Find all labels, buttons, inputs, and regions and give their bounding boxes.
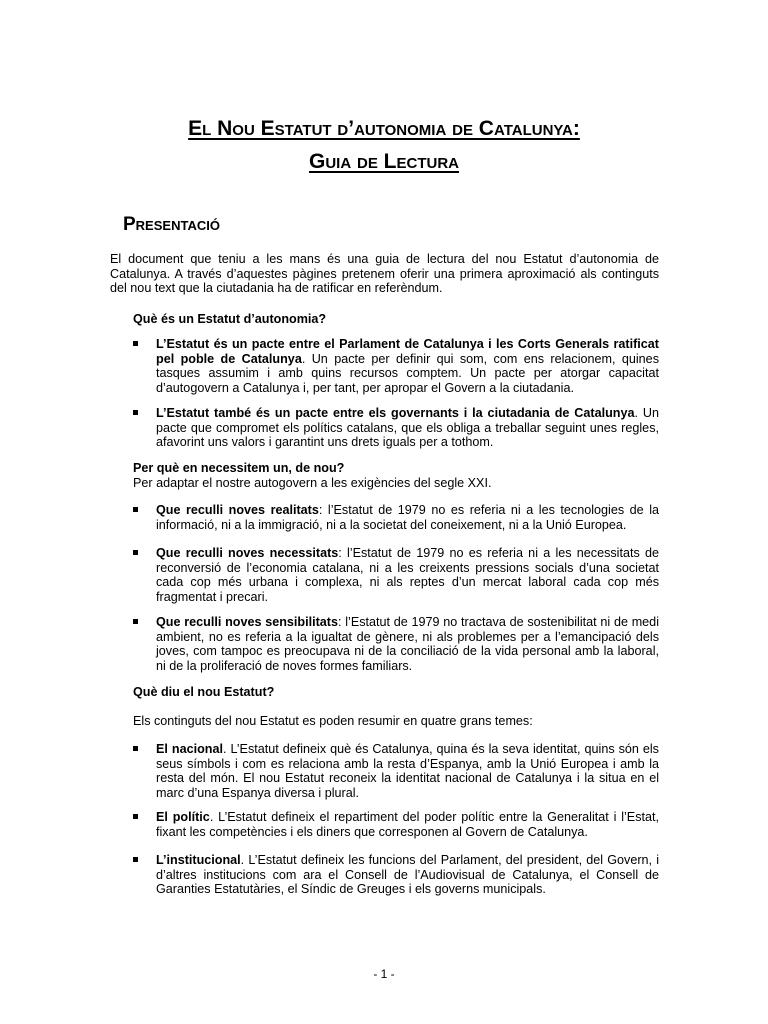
bullet-bold: El nacional: [156, 742, 223, 756]
question-answer-why-new: Per adaptar el nostre autogovern a les exigències del segle XXI.: [133, 476, 492, 490]
list-item: [133, 742, 659, 800]
list-item: [133, 853, 659, 897]
bullet-icon: [133, 341, 138, 346]
title-line-1: El Nou Estatut d’autonomia de Catalunya:: [188, 117, 580, 140]
bullet-icon: [133, 619, 138, 624]
question-heading-why-new: Per què en necessitem un, de nou?: [133, 461, 345, 475]
bullet-bold: L’Estatut també és un pacte entre els governants i la ciutadania de Catalunya: [156, 406, 635, 420]
question-answer-what-says: Els continguts del nou Estatut es poden resumir en quatre grans temes:: [133, 714, 533, 728]
list-item: [133, 406, 659, 450]
bullet-icon: [133, 410, 138, 415]
section-heading: Presentació: [123, 214, 220, 235]
question-heading-what-is: Què és un Estatut d’autonomia?: [133, 312, 327, 326]
bullet-text: : l’Estatut de 1979 no es referia ni a les tecnologies de la informació, ni a la immigració, ni a la societat del coneixement, ni a la Unió Europea.: [156, 503, 659, 532]
document-title: [0, 112, 768, 178]
intro-paragraph: El document que teniu a les mans és una guia de lectura del nou Estatut d’autonomia de Catalunya. A través d’aquestes pàgines pretenem oferir una primera aproximació als continguts del nou text que la ciutadania ha de ratificar en referèndum.: [110, 252, 659, 296]
bullet-bold: El polític: [156, 810, 210, 824]
bullet-text: : l’Estatut de 1979 no es referia ni a les necessitats de reconversió de l’economia catalana, ni a les creixents pressions socials d’una societat cada cop més urbana i complexa, ni als reptes d’un mercat laboral cada cop més fragmentat i precari.: [156, 546, 660, 604]
bullet-text: . L’Estatut defineix les funcions del Parlament, del president, del Govern, i d’altres institucions com ara el Consell de l’Audiovisual de Catalunya, el Consell de Garanties Estatutàries, el Síndic de Greuges i els governs municipals.: [156, 853, 659, 897]
bullet-bold: Que reculli noves sensibilitats: [156, 615, 339, 629]
title-line-2: Guia de Lectura: [309, 150, 459, 173]
bullet-bold: Que reculli noves necessitats: [156, 546, 339, 560]
list-item: [133, 810, 659, 839]
bullet-bold: L’institucional: [156, 853, 241, 867]
question-heading-what-says: Què diu el nou Estatut?: [133, 685, 275, 699]
bullet-icon: [133, 746, 138, 751]
bullet-bold: L’Estatut és un pacte entre el Parlament de Catalunya i les Corts Generals ratificat pel poble de Catalunya: [156, 337, 659, 366]
bullet-text: . Un pacte que compromet els polítics catalans, que els obliga a treballar seguint unes regles, afavorint uns valors i garantint uns drets iguals per a tothom.: [156, 406, 659, 450]
bullet-text: . L’Estatut defineix què és Catalunya, quina és la seva identitat, quins són els seus símbols i com es relaciona amb la resta d’Espanya, amb la Unió Europea i amb la resta del món. El nou Estatut reconeix la identitat nacional de Catalunya i la situa en el marc d’una Espanya diversa i plural.: [156, 742, 659, 800]
bullet-text: . L’Estatut defineix el repartiment del poder polític entre la Generalitat i l’Estat, fixant les competències i els diners que corresponen al Govern de Catalunya.: [156, 810, 659, 839]
bullet-icon: [133, 507, 138, 512]
list-item: [133, 615, 659, 673]
page-number: - 1 -: [373, 967, 395, 981]
bullet-icon: [133, 814, 138, 819]
list-item: [133, 503, 659, 532]
bullet-text: : l’Estatut de 1979 no tractava de sostenibilitat ni de medi ambient, no es referia a la igualtat de gènere, ni als problemes per a l’emancipació dels joves, com tampoc es preocupava ni de la conciliació de la vida personal amb la laboral, ni de la proliferació de noves formes familiars.: [156, 615, 659, 673]
bullet-icon: [133, 550, 138, 555]
bullet-icon: [133, 857, 138, 862]
list-item: [133, 546, 659, 604]
bullet-bold: Que reculli noves realitats: [156, 503, 319, 517]
bullet-text: . Un pacte per definir qui som, com ens relacionem, quines tasques assumim i amb quins recursos comptem. Un pacte per atorgar capacitat d’autogovern a Catalunya i, per tant, per apropar el Govern a la ciutadania.: [156, 351, 659, 395]
list-item: [133, 337, 659, 395]
